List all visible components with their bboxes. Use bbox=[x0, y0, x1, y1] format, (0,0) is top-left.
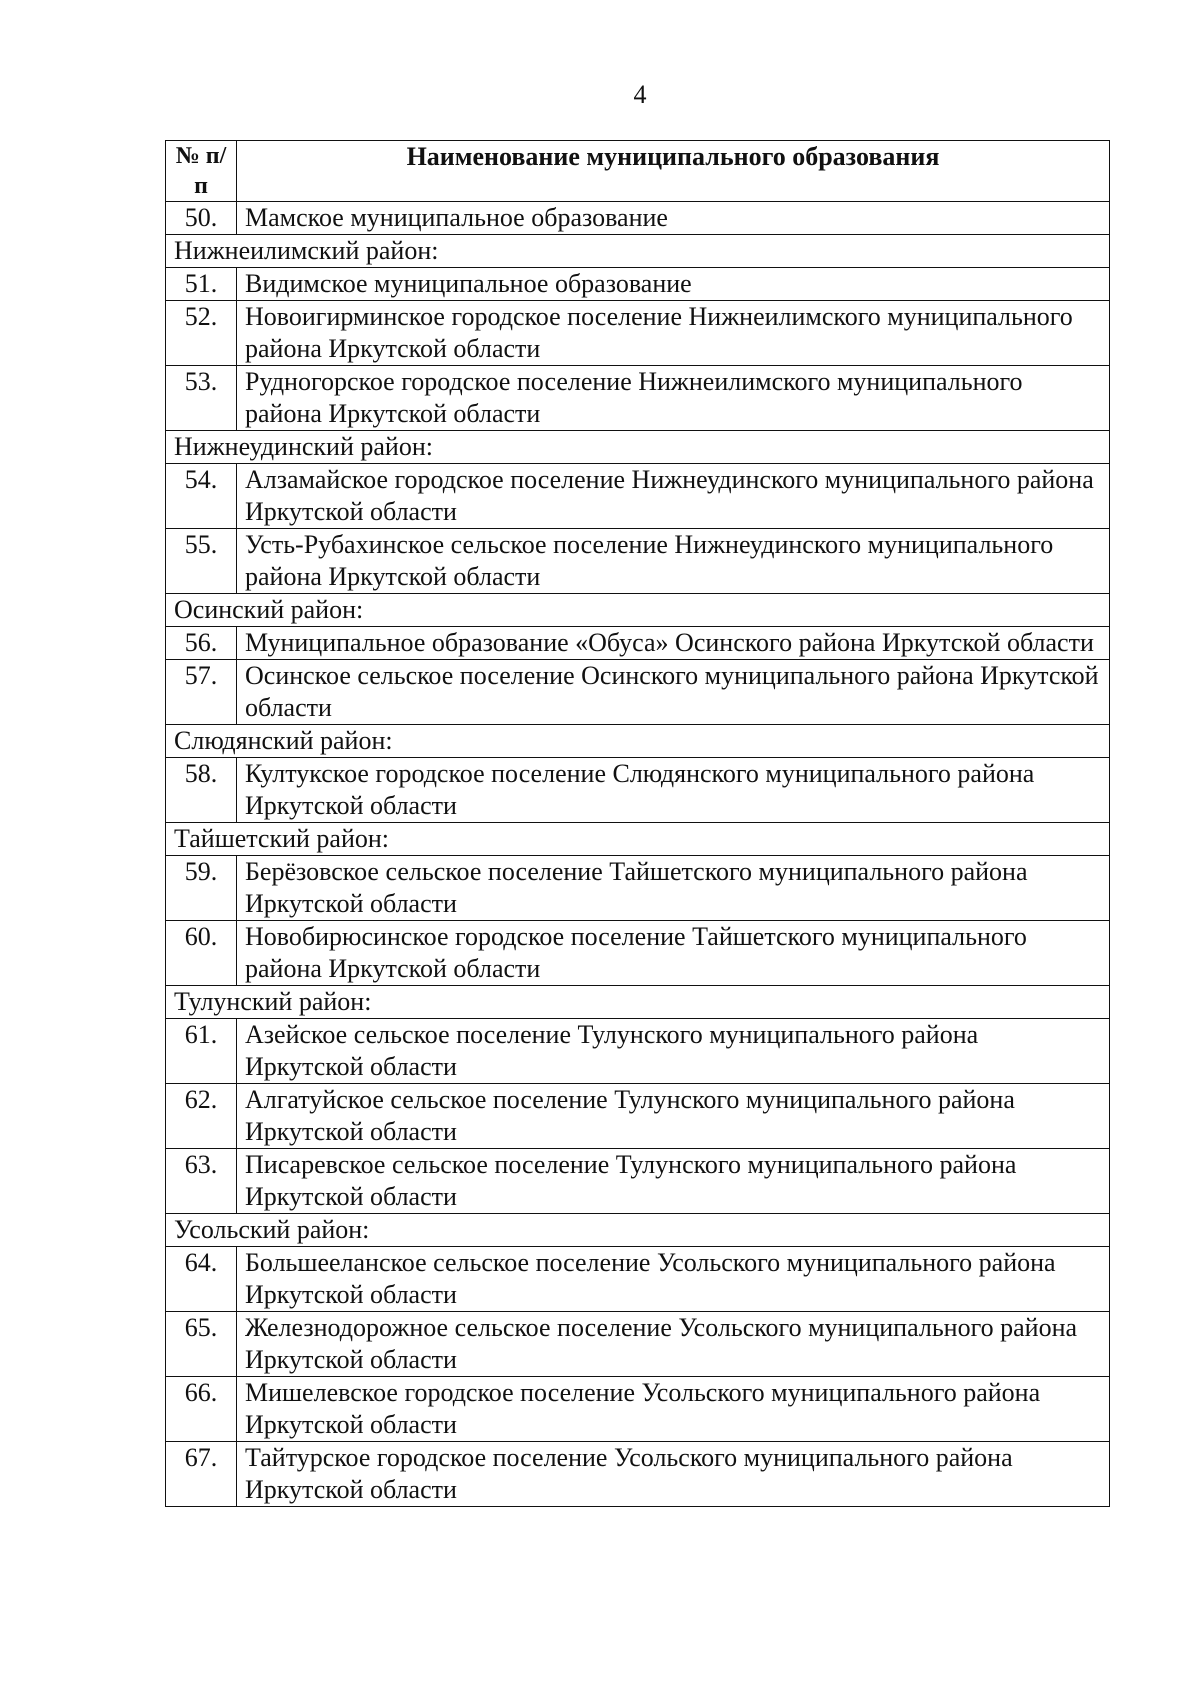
district-label: Слюдянский район: bbox=[166, 725, 1110, 758]
table-row bbox=[166, 921, 1110, 986]
table-row bbox=[166, 1019, 1110, 1084]
table-row bbox=[166, 1312, 1110, 1377]
table-row bbox=[166, 1377, 1110, 1442]
table-row bbox=[166, 660, 1110, 725]
table-row bbox=[166, 758, 1110, 823]
table-row bbox=[166, 1442, 1110, 1507]
row-number: 62. bbox=[166, 1084, 237, 1149]
municipality-name: Осинское сельское поселение Осинского муниципального района Иркутской области bbox=[237, 660, 1110, 725]
row-number: 52. bbox=[166, 301, 237, 366]
municipality-name: Алгатуйское сельское поселение Тулунского муниципального района Иркутской области bbox=[237, 1084, 1110, 1149]
municipality-name: Писаревское сельское поселение Тулунского муниципального района Иркутской области bbox=[237, 1149, 1110, 1214]
district-row bbox=[166, 431, 1110, 464]
table-row bbox=[166, 1247, 1110, 1312]
district-row bbox=[166, 725, 1110, 758]
district-label: Тайшетский район: bbox=[166, 823, 1110, 856]
table-body bbox=[166, 202, 1110, 1507]
district-row bbox=[166, 1214, 1110, 1247]
table-row bbox=[166, 1084, 1110, 1149]
district-label: Нижнеилимский район: bbox=[166, 235, 1110, 268]
row-number: 66. bbox=[166, 1377, 237, 1442]
row-number: 55. bbox=[166, 529, 237, 594]
district-label: Осинский район: bbox=[166, 594, 1110, 627]
table-row bbox=[166, 366, 1110, 431]
municipality-name: Большееланское сельское поселение Усольского муниципального района Иркутской области bbox=[237, 1247, 1110, 1312]
row-number: 54. bbox=[166, 464, 237, 529]
table-row bbox=[166, 1149, 1110, 1214]
district-row bbox=[166, 823, 1110, 856]
district-label: Усольский район: bbox=[166, 1214, 1110, 1247]
district-label: Нижнеудинский район: bbox=[166, 431, 1110, 464]
municipality-name: Алзамайское городское поселение Нижнеудинского муниципального района Иркутской области bbox=[237, 464, 1110, 529]
table-row bbox=[166, 301, 1110, 366]
row-number: 50. bbox=[166, 202, 237, 235]
district-row bbox=[166, 986, 1110, 1019]
page-number: 4 bbox=[633, 80, 647, 109]
municipality-name: Усть-Рубахинское сельское поселение Нижнеудинского муниципального района Иркутской области bbox=[237, 529, 1110, 594]
row-number: 65. bbox=[166, 1312, 237, 1377]
district-row bbox=[166, 594, 1110, 627]
municipality-name: Новоигирминское городское поселение Нижнеилимского муниципального района Иркутской области bbox=[237, 301, 1110, 366]
district-row bbox=[166, 235, 1110, 268]
municipality-name: Железнодорожное сельское поселение Усольского муниципального района Иркутской области bbox=[237, 1312, 1110, 1377]
municipalities-table bbox=[165, 140, 1110, 1507]
municipality-name: Мишелевское городское поселение Усольского муниципального района Иркутской области bbox=[237, 1377, 1110, 1442]
row-number: 61. bbox=[166, 1019, 237, 1084]
row-number: 60. bbox=[166, 921, 237, 986]
municipality-name: Берёзовское сельское поселение Тайшетского муниципального района Иркутской области bbox=[237, 856, 1110, 921]
row-number: 53. bbox=[166, 366, 237, 431]
row-number: 56. bbox=[166, 627, 237, 660]
municipality-name: Култукское городское поселение Слюдянского муниципального района Иркутской области bbox=[237, 758, 1110, 823]
table-row bbox=[166, 268, 1110, 301]
row-number: 59. bbox=[166, 856, 237, 921]
table-header-row bbox=[166, 141, 1110, 202]
municipality-name: Тайтурское городское поселение Усольского муниципального района Иркутской области bbox=[237, 1442, 1110, 1507]
table-row bbox=[166, 627, 1110, 660]
district-label: Тулунский район: bbox=[166, 986, 1110, 1019]
table-row bbox=[166, 202, 1110, 235]
municipality-name: Рудногорское городское поселение Нижнеилимского муниципального района Иркутской области bbox=[237, 366, 1110, 431]
row-number: 63. bbox=[166, 1149, 237, 1214]
table-row bbox=[166, 464, 1110, 529]
table-row bbox=[166, 856, 1110, 921]
municipality-name: Новобирюсинское городское поселение Тайшетского муниципального района Иркутской области bbox=[237, 921, 1110, 986]
row-number: 64. bbox=[166, 1247, 237, 1312]
municipality-name: Муниципальное образование «Обуса» Осинского района Иркутской области bbox=[237, 627, 1110, 660]
row-number: 67. bbox=[166, 1442, 237, 1507]
municipality-name: Видимское муниципальное образование bbox=[237, 268, 1110, 301]
header-name: Наименование муниципального образования bbox=[237, 141, 1110, 202]
municipality-name: Мамское муниципальное образование bbox=[237, 202, 1110, 235]
municipality-name: Азейское сельское поселение Тулунского муниципального района Иркутской области bbox=[237, 1019, 1110, 1084]
row-number: 51. bbox=[166, 268, 237, 301]
row-number: 57. bbox=[166, 660, 237, 725]
row-number: 58. bbox=[166, 758, 237, 823]
header-num: № п/п bbox=[166, 141, 237, 202]
table-row bbox=[166, 529, 1110, 594]
